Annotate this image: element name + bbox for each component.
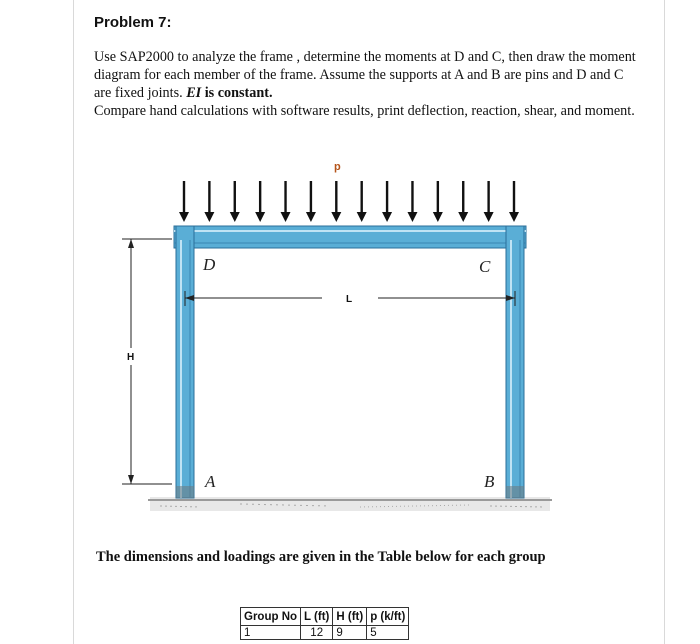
cell-load: 5: [367, 626, 409, 640]
beam-dc: [174, 226, 526, 248]
load-arrow: [433, 181, 443, 222]
column-bc: [506, 226, 524, 498]
problem-paragraph-2: Compare hand calculations with software results, print deflection, reaction, shear, and moment.: [94, 103, 635, 119]
col-length: L (ft): [301, 608, 333, 626]
joint-label-a: A: [205, 472, 216, 491]
load-arrow: [382, 181, 392, 222]
height-label: H: [127, 352, 135, 363]
ei-suffix: is constant.: [204, 85, 273, 101]
load-arrow: [484, 181, 494, 222]
col-height: H (ft): [333, 608, 367, 626]
problem-text: Use SAP2000 to analyze the frame , determine the moments at D and C, then draw the moment diagram for each member of the frame. Assume the supports at A and B are pins and D and C are fixed joints.: [94, 49, 636, 101]
joint-label-b: B: [484, 472, 495, 491]
load-arrow: [331, 181, 341, 222]
column-ad: [176, 226, 194, 498]
group-table: [240, 607, 409, 640]
table-caption: The dimensions and loadings are given in the Table below for each group: [96, 549, 546, 565]
load-arrow: [281, 181, 291, 222]
load-arrow: [255, 181, 265, 222]
col-load: p (k/ft): [367, 608, 409, 626]
cell-length: 12: [301, 626, 333, 640]
problem-title: Problem 7:: [94, 14, 172, 31]
load-arrow: [306, 181, 316, 222]
cell-height: 9: [333, 626, 367, 640]
load-arrow: [458, 181, 468, 222]
col-group-no: Group No: [241, 608, 301, 626]
ei-label: EI: [186, 85, 202, 101]
load-label: p: [334, 161, 341, 173]
ground-surface: [148, 497, 552, 511]
load-arrow: [357, 181, 367, 222]
load-arrow: [509, 181, 519, 222]
joint-label-c: C: [479, 257, 491, 276]
span-label: L: [346, 294, 353, 305]
load-arrow: [407, 181, 417, 222]
load-arrow: [179, 181, 189, 222]
distributed-load: [179, 181, 519, 222]
table-header-row: [241, 608, 409, 626]
table-row: [241, 626, 409, 640]
support-a: [176, 486, 194, 498]
load-arrow: [230, 181, 240, 222]
joint-label-d: D: [203, 255, 216, 274]
load-arrow: [204, 181, 214, 222]
cell-group-no: 1: [241, 626, 301, 640]
support-b: [506, 486, 524, 498]
